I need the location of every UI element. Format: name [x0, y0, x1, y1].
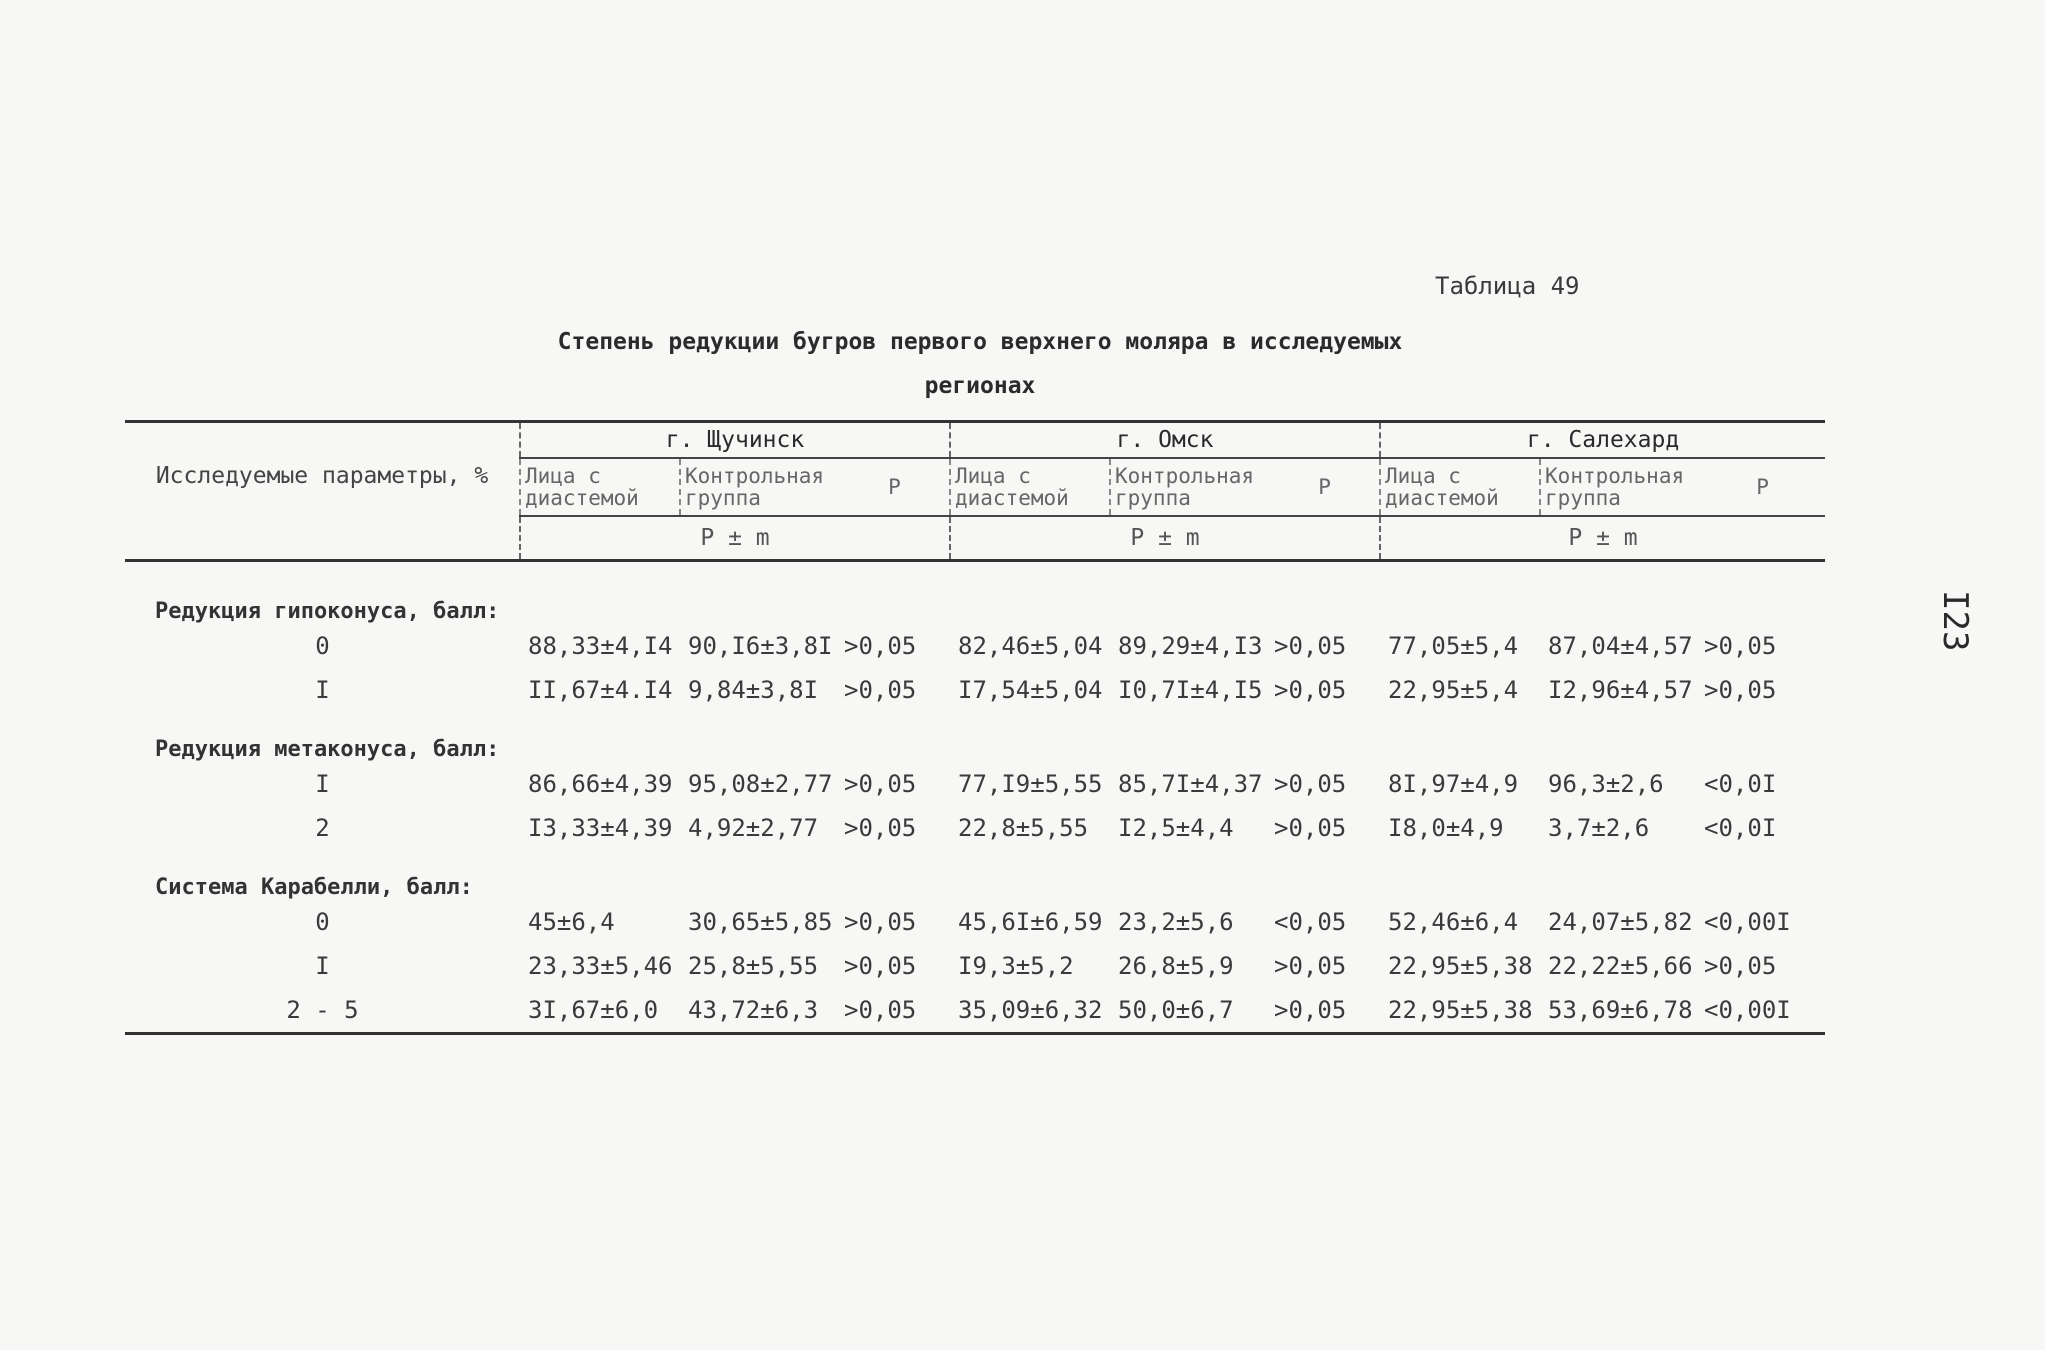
section-title: Система Карабелли, балл:	[155, 875, 473, 900]
header-control-1: Контрольная группа	[680, 458, 840, 516]
value-cell: 43,72±6,3	[680, 988, 840, 1034]
p-cell: <0,00I	[1700, 988, 1825, 1034]
value-cell: 86,66±4,39	[528, 770, 673, 798]
value-cell: 45±6,4	[528, 908, 615, 936]
value-cell: I8,0±4,9	[1388, 814, 1504, 842]
p-cell: <0,00I	[1704, 908, 1791, 936]
table-row	[125, 900, 1825, 944]
value-cell: 22,22±5,66	[1548, 952, 1693, 980]
value-cell: 45,6I±6,59	[958, 908, 1103, 936]
header-p-1: Р	[840, 458, 950, 516]
p-cell: >0,05	[844, 814, 917, 842]
header-city-3: г. Салехард	[1380, 422, 1825, 459]
table-row	[125, 668, 1825, 712]
header-city-2: г. Омск	[950, 422, 1380, 459]
data-table	[125, 420, 1825, 1035]
title-line-2: регионах	[924, 373, 1036, 399]
table-body	[125, 561, 1825, 1034]
p-cell: >0,05	[844, 770, 917, 798]
table-row	[125, 988, 1825, 1034]
value-cell: 8I,97±4,9	[1388, 770, 1519, 798]
p-cell: >0,05	[1270, 988, 1380, 1034]
value-cell: 53,69±6,78	[1540, 988, 1700, 1034]
score-cell: 2 - 5	[125, 988, 520, 1034]
value-cell: 85,7I±4,37	[1118, 770, 1263, 798]
value-cell: 90,I6±3,8I	[688, 632, 833, 660]
value-cell: 26,8±5,9	[1118, 952, 1234, 980]
section-title: Редукция гипоконуса, балл:	[155, 599, 500, 624]
value-cell: I9,3±5,2	[958, 952, 1074, 980]
value-cell: II,67±4.I4	[528, 676, 673, 704]
header-pm-2: Р ± m	[950, 516, 1380, 561]
value-cell: 30,65±5,85	[688, 908, 833, 936]
score-cell: 0	[315, 908, 330, 936]
score-cell: I	[315, 952, 330, 980]
value-cell: 77,05±5,4	[1388, 632, 1519, 660]
p-cell: <0,0I	[1704, 814, 1777, 842]
value-cell: I7,54±5,04	[958, 676, 1103, 704]
header-params: Исследуемые параметры, %	[125, 422, 520, 561]
p-cell: >0,05	[1274, 814, 1347, 842]
p-cell: >0,05	[844, 632, 917, 660]
value-cell: 35,09±6,32	[950, 988, 1110, 1034]
value-cell: 77,I9±5,55	[958, 770, 1103, 798]
value-cell: 3I,67±6,0	[520, 988, 680, 1034]
p-cell: <0,0I	[1704, 770, 1777, 798]
table-row	[125, 806, 1825, 850]
page-number: I23	[1935, 590, 1975, 652]
value-cell: 3,7±2,6	[1548, 814, 1650, 842]
header-pm-3: Р ± m	[1380, 516, 1825, 561]
header-p-3: Р	[1700, 458, 1825, 516]
table-row	[125, 944, 1825, 988]
value-cell: 95,08±2,77	[688, 770, 833, 798]
p-cell: >0,05	[1274, 632, 1347, 660]
table-row	[125, 624, 1825, 668]
score-cell: 2	[315, 814, 330, 842]
p-cell: >0,05	[844, 676, 917, 704]
header-p-2: Р	[1270, 458, 1380, 516]
table-row	[125, 762, 1825, 806]
p-cell: >0,05	[1704, 676, 1777, 704]
value-cell: 22,95±5,38	[1388, 952, 1533, 980]
p-cell: <0,05	[1274, 908, 1347, 936]
value-cell: 87,04±4,57	[1548, 632, 1693, 660]
header-cases-3: Лица с диастемой	[1380, 458, 1540, 516]
value-cell: 23,33±5,46	[528, 952, 673, 980]
header-city-1: г. Щучинск	[520, 422, 950, 459]
score-cell: 0	[315, 632, 330, 660]
header-cases-2: Лица с диастемой	[950, 458, 1110, 516]
section-title: Редукция метаконуса, балл:	[155, 737, 500, 762]
value-cell: I0,7I±4,I5	[1118, 676, 1263, 704]
p-cell: >0,05	[1274, 952, 1347, 980]
header-control-3: Контрольная группа	[1540, 458, 1700, 516]
value-cell: 88,33±4,I4	[528, 632, 673, 660]
value-cell: 89,29±4,I3	[1118, 632, 1263, 660]
value-cell: 24,07±5,82	[1548, 908, 1693, 936]
value-cell: 50,0±6,7	[1110, 988, 1270, 1034]
p-cell: >0,05	[840, 988, 950, 1034]
score-cell: I	[315, 676, 330, 704]
value-cell: 23,2±5,6	[1118, 908, 1234, 936]
table-title	[380, 320, 1580, 408]
p-cell: >0,05	[1704, 952, 1777, 980]
p-cell: >0,05	[1704, 632, 1777, 660]
p-cell: >0,05	[844, 952, 917, 980]
value-cell: 82,46±5,04	[958, 632, 1103, 660]
p-cell: >0,05	[1274, 676, 1347, 704]
header-control-2: Контрольная группа	[1110, 458, 1270, 516]
value-cell: 25,8±5,55	[688, 952, 819, 980]
table-number: Таблица 49	[1435, 272, 1580, 300]
p-cell: >0,05	[1274, 770, 1347, 798]
value-cell: 96,3±2,6	[1548, 770, 1664, 798]
title-line-1: Степень редукции бугров первого верхнего моляра в исследуемых	[557, 329, 1403, 355]
value-cell: 22,95±5,38	[1380, 988, 1540, 1034]
header-pm-1: Р ± m	[520, 516, 950, 561]
value-cell: 22,8±5,55	[958, 814, 1089, 842]
value-cell: 52,46±6,4	[1388, 908, 1519, 936]
value-cell: I3,33±4,39	[528, 814, 673, 842]
value-cell: 4,92±2,77	[688, 814, 819, 842]
data-table-container	[125, 420, 1825, 1035]
value-cell: I2,96±4,57	[1548, 676, 1693, 704]
score-cell: I	[315, 770, 330, 798]
p-cell: >0,05	[844, 908, 917, 936]
value-cell: I2,5±4,4	[1118, 814, 1234, 842]
value-cell: 9,84±3,8I	[688, 676, 819, 704]
value-cell: 22,95±5,4	[1388, 676, 1519, 704]
header-cases-1: Лица с диастемой	[520, 458, 680, 516]
